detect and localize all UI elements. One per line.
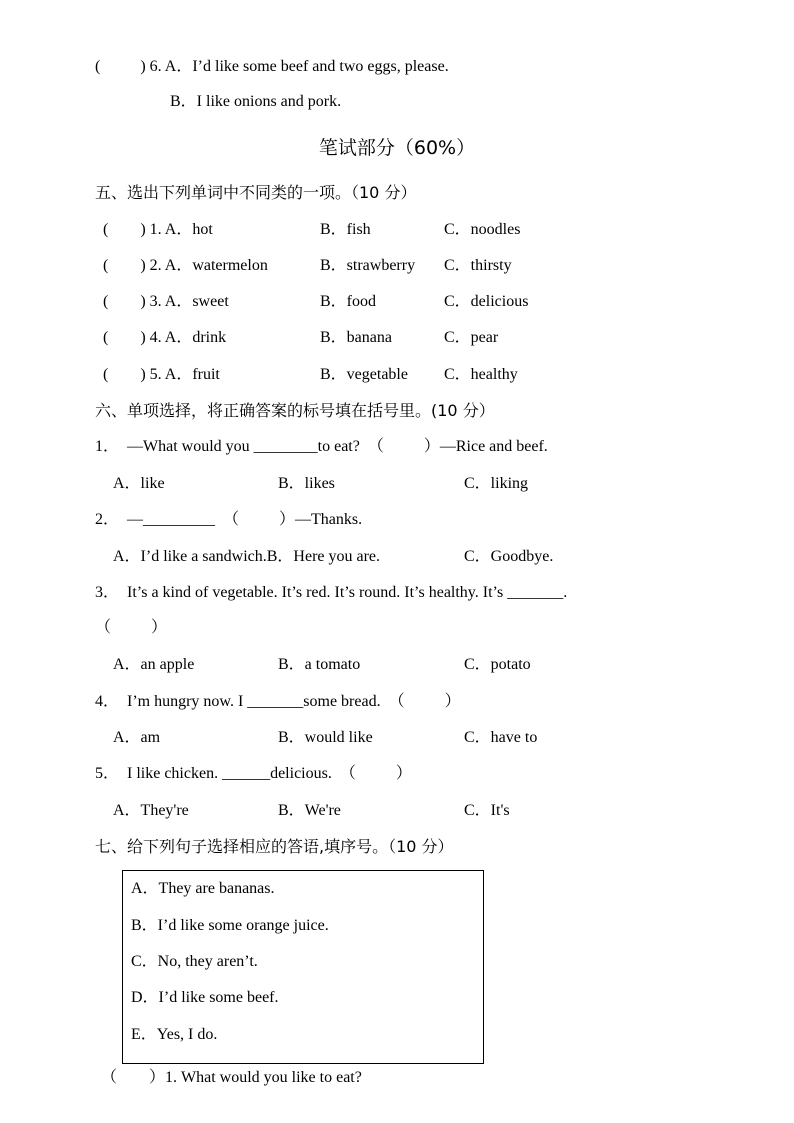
answer-option-e: E．Yes, I do. — [131, 1026, 218, 1043]
s6-q1-option-b: B．likes — [278, 475, 335, 492]
s6-q4-option-c: C．have to — [464, 729, 538, 746]
s5-item-2-b: B．strawberry — [320, 257, 416, 274]
s6-q3-bracket: （ ） — [95, 619, 168, 636]
s6-q3-option-a: A．an apple — [113, 656, 195, 673]
s6-q1-option-c: C．liking — [464, 475, 529, 492]
s5-item-5-a: ( ) 5. A．fruit — [103, 366, 220, 383]
s5-item-1-c: C．noodles — [444, 221, 521, 238]
s6-q3-option-c: C．potato — [464, 656, 531, 673]
answer-option-b: B．I’d like some orange juice. — [131, 917, 329, 934]
written-section-title: 笔试部分（60%） — [318, 137, 476, 159]
s6-q2-option-ab: A．I’d like a sandwich.B．Here you are. — [113, 548, 381, 565]
answer-option-c: C．No, they aren’t. — [131, 953, 258, 970]
s5-item-2-a: ( ) 2. A．watermelon — [103, 257, 268, 274]
s6-q4-option-a: A．am — [113, 729, 161, 746]
s6-q5-option-a: A．They're — [113, 802, 189, 819]
section6-heading: 六、单项选择，将正确答案的标号填在括号里。(10 分） — [95, 401, 495, 420]
s6-q2-stem: 2． —_________ （ ）—Thanks. — [95, 511, 363, 528]
q6-option-b: B．I like onions and pork. — [170, 93, 342, 110]
s6-q3-stem: 3． It’s a kind of vegetable. It’s red. It’s round. It’s healthy. It’s _______. — [95, 584, 568, 601]
q6-bracket: ( ) 6. — [95, 58, 162, 75]
s6-q5-option-b: B．We're — [278, 802, 341, 819]
s6-q4-stem: 4． I’m hungry now. I _______some bread. （ ） — [95, 693, 461, 710]
s5-item-5-c: C．healthy — [444, 366, 518, 383]
s6-q1-stem: 1． —What would you ________to eat? （ ）—Rice and beef. — [95, 438, 548, 455]
answer-option-d: D．I’d like some beef. — [131, 989, 279, 1006]
s6-q1-option-a: A．like — [113, 475, 165, 492]
section7-heading: 七、给下列句子选择相应的答语,填序号。（10 分） — [95, 837, 454, 856]
s5-item-3-c: C．delicious — [444, 293, 529, 310]
s5-item-4-a: ( ) 4. A．drink — [103, 329, 227, 346]
s6-q5-stem: 5． I like chicken. ______delicious. （ ） — [95, 765, 412, 782]
s5-item-3-a: ( ) 3. A．sweet — [103, 293, 229, 310]
s7-q1: （ ）1. What would you like to eat? — [101, 1069, 362, 1086]
s5-item-4-c: C．pear — [444, 329, 499, 346]
s5-item-4-b: B．banana — [320, 329, 392, 346]
s6-q5-option-c: C．It's — [464, 802, 510, 819]
section5-heading: 五、选出下列单词中不同类的一项。（10 分） — [95, 183, 417, 202]
s6-q4-option-b: B．would like — [278, 729, 373, 746]
s5-item-1-b: B．fish — [320, 221, 371, 238]
q6-option-a: A．I’d like some beef and two eggs, please. — [164, 58, 449, 75]
answer-option-a: A．They are bananas. — [131, 880, 275, 897]
s5-item-5-b: B．vegetable — [320, 366, 408, 383]
s5-item-1-a: ( ) 1. A．hot — [103, 221, 213, 238]
s5-item-3-b: B．food — [320, 293, 377, 310]
s6-q3-option-b: B．a tomato — [278, 656, 361, 673]
s5-item-2-c: C．thirsty — [444, 257, 512, 274]
q6-line — [95, 57, 449, 77]
s6-q2-option-c: C．Goodbye. — [464, 548, 554, 565]
